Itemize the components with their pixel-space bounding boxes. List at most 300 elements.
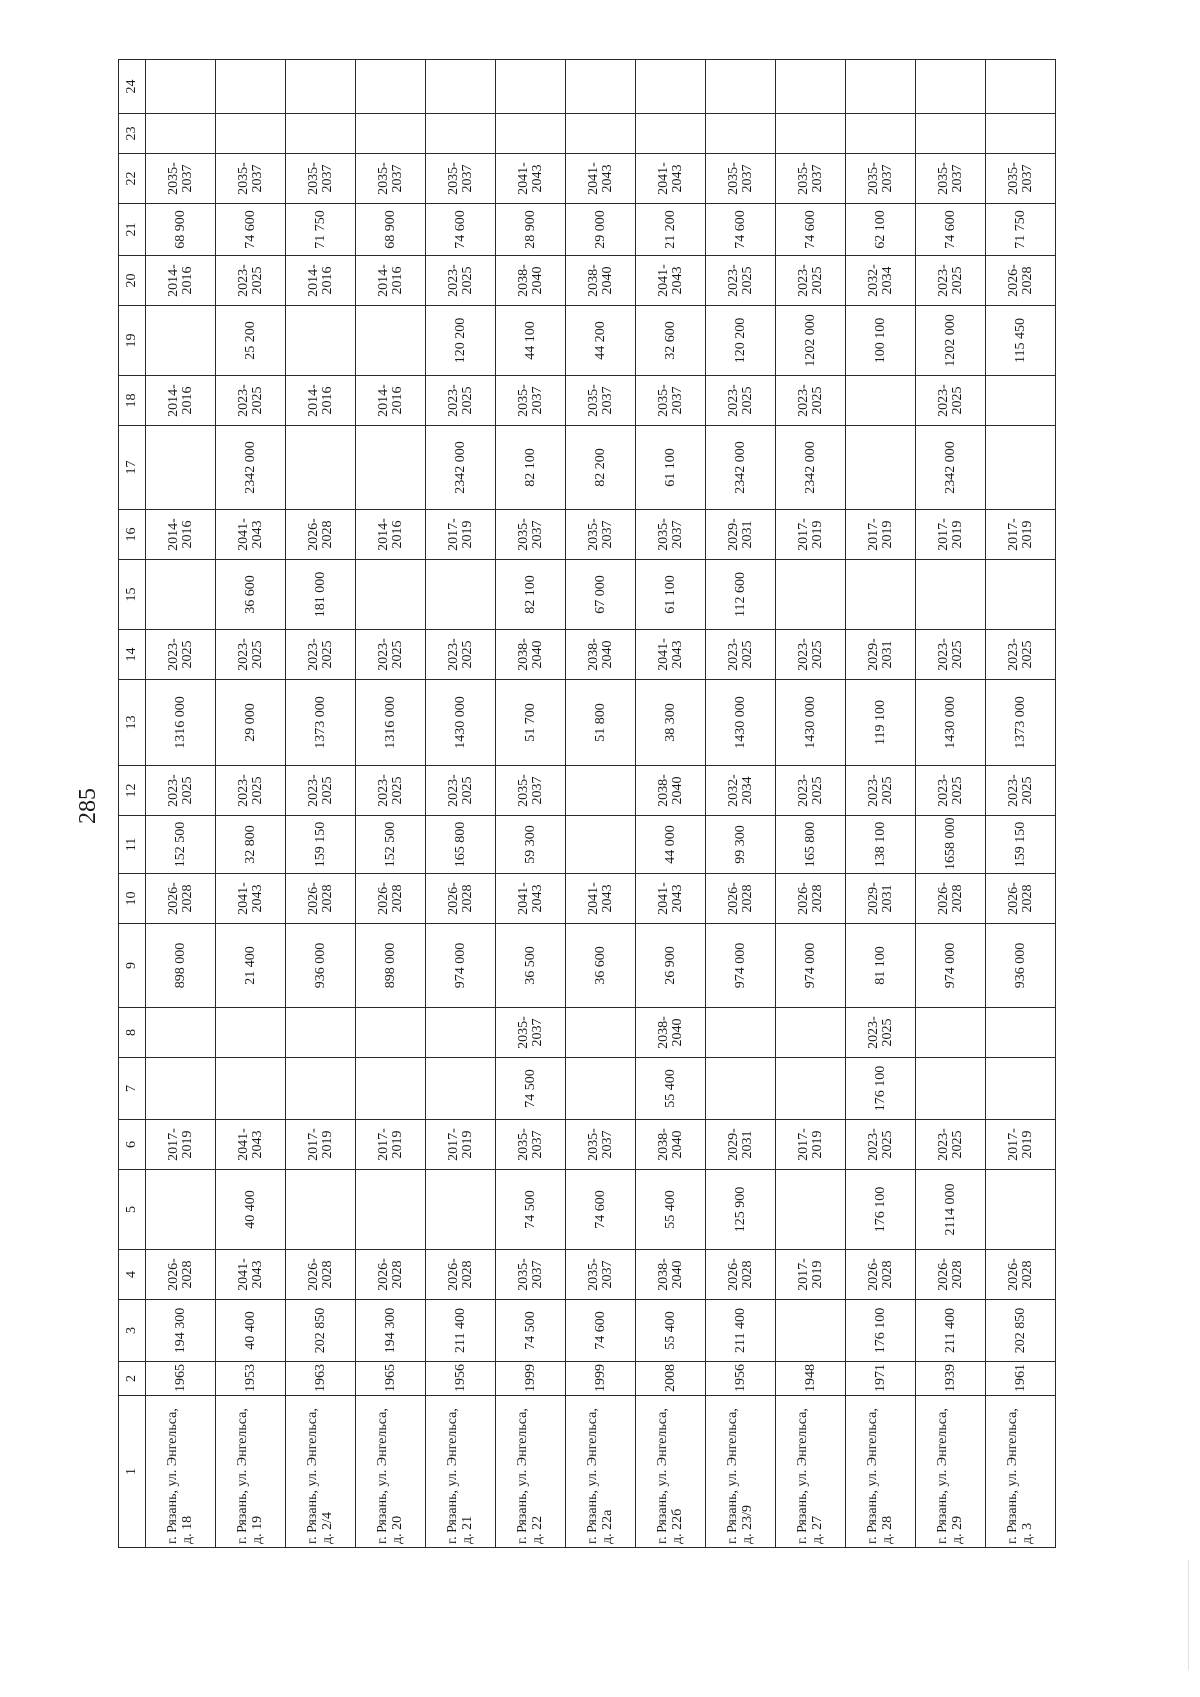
column-number-10: 10 [119,874,146,924]
cell-col-21: 68 900 [146,204,216,256]
cell-col-12: 2035- 2037 [496,766,566,816]
cell-col-14: 2038- 2040 [566,630,636,680]
column-number-1: 1 [119,1396,146,1548]
cell-col-23 [986,114,1056,154]
cell-col-16: 2029- 2031 [706,510,776,560]
cell-col-2: 1953 [216,1362,286,1396]
cell-col-5: 74 600 [566,1170,636,1250]
cell-col-16: 2014- 2016 [356,510,426,560]
cell-col-17 [986,426,1056,510]
cell-col-6: 2035- 2037 [566,1120,636,1170]
rotated-table-container [118,59,1056,1548]
cell-col-15: 181 000 [286,560,356,630]
cell-col-23 [846,114,916,154]
cell-col-18: 2035- 2037 [496,376,566,426]
cell-col-23 [496,114,566,154]
cell-col-12: 2023- 2025 [776,766,846,816]
table-row [216,60,286,1548]
column-number-22: 22 [119,154,146,204]
cell-col-4: 2026- 2028 [426,1250,496,1300]
cell-col-18: 2023- 2025 [426,376,496,426]
cell-col-23 [566,114,636,154]
page-number: 285 [75,788,101,824]
cell-col-16: 2017- 2019 [916,510,986,560]
cell-col-23 [776,114,846,154]
cell-col-9: 936 000 [286,924,356,1008]
cell-col-7 [426,1058,496,1120]
cell-col-17 [356,426,426,510]
column-number-6: 6 [119,1120,146,1170]
cell-col-19: 115 450 [986,306,1056,376]
cell-col-21: 71 750 [286,204,356,256]
cell-col-24 [286,60,356,114]
cell-col-5: 2114 000 [916,1170,986,1250]
cell-col-12: 2023- 2025 [286,766,356,816]
cell-col-4: 2038- 2040 [636,1250,706,1300]
cell-col-7 [986,1058,1056,1120]
column-number-7: 7 [119,1058,146,1120]
address-cell: г. Рязань, ул. Энгельса, д. 22а [566,1396,636,1548]
table-row [916,60,986,1548]
cell-col-8: 2023- 2025 [846,1008,916,1058]
cell-col-18 [846,376,916,426]
cell-col-13: 1373 000 [286,680,356,766]
cell-col-16: 2017- 2019 [846,510,916,560]
cell-col-14: 2023- 2025 [146,630,216,680]
cell-col-24 [216,60,286,114]
cell-col-18: 2014- 2016 [146,376,216,426]
cell-col-11: 99 300 [706,816,776,874]
cell-col-15: 112 600 [706,560,776,630]
cell-col-15: 36 600 [216,560,286,630]
cell-col-19: 100 100 [846,306,916,376]
column-number-5: 5 [119,1170,146,1250]
cell-col-9: 36 500 [496,924,566,1008]
column-number-8: 8 [119,1008,146,1058]
cell-col-13: 1430 000 [916,680,986,766]
cell-col-11: 159 150 [986,816,1056,874]
address-cell: г. Рязань, ул. Энгельса, д. 21 [426,1396,496,1548]
cell-col-21: 74 600 [916,204,986,256]
cell-col-12: 2023- 2025 [986,766,1056,816]
cell-col-14: 2041- 2043 [636,630,706,680]
cell-col-10: 2041- 2043 [636,874,706,924]
cell-col-13: 1373 000 [986,680,1056,766]
cell-col-11: 138 100 [846,816,916,874]
column-number-2: 2 [119,1362,146,1396]
cell-col-22: 2035- 2037 [776,154,846,204]
address-cell: г. Рязань, ул. Энгельса, д. 23/9 [706,1396,776,1548]
column-number-20: 20 [119,256,146,306]
cell-col-8: 2035- 2037 [496,1008,566,1058]
cell-col-17 [286,426,356,510]
cell-col-9: 21 400 [216,924,286,1008]
cell-col-13: 1316 000 [356,680,426,766]
cell-col-14: 2023- 2025 [356,630,426,680]
cell-col-10: 2041- 2043 [216,874,286,924]
cell-col-23 [426,114,496,154]
cell-col-7 [566,1058,636,1120]
cell-col-2: 1956 [426,1362,496,1396]
cell-col-22: 2035- 2037 [286,154,356,204]
cell-col-19 [146,306,216,376]
cell-col-14: 2023- 2025 [426,630,496,680]
cell-col-4: 2026- 2028 [146,1250,216,1300]
cell-col-9: 36 600 [566,924,636,1008]
cell-col-6: 2017- 2019 [426,1120,496,1170]
cell-col-19: 44 200 [566,306,636,376]
cell-col-7 [916,1058,986,1120]
cell-col-17: 82 100 [496,426,566,510]
cell-col-12: 2032- 2034 [706,766,776,816]
cell-col-24 [986,60,1056,114]
cell-col-2: 1956 [706,1362,776,1396]
cell-col-18: 2023- 2025 [776,376,846,426]
cell-col-3 [776,1300,846,1362]
cell-col-2: 1965 [146,1362,216,1396]
cell-col-5 [426,1170,496,1250]
cell-col-14: 2023- 2025 [776,630,846,680]
cell-col-8 [356,1008,426,1058]
cell-col-11: 165 800 [776,816,846,874]
cell-col-15 [916,560,986,630]
cell-col-6: 2041- 2043 [216,1120,286,1170]
cell-col-18: 2023- 2025 [706,376,776,426]
cell-col-13: 51 800 [566,680,636,766]
table-row [496,60,566,1548]
cell-col-23 [916,114,986,154]
cell-col-6: 2035- 2037 [496,1120,566,1170]
cell-col-24 [426,60,496,114]
cell-col-18: 2035- 2037 [566,376,636,426]
cell-col-12: 2023- 2025 [146,766,216,816]
cell-col-22: 2035- 2037 [916,154,986,204]
cell-col-21: 74 600 [706,204,776,256]
cell-col-22: 2041- 2043 [636,154,706,204]
cell-col-7: 55 400 [636,1058,706,1120]
cell-col-10: 2026- 2028 [426,874,496,924]
column-number-15: 15 [119,560,146,630]
cell-col-2: 2008 [636,1362,706,1396]
table-row [426,60,496,1548]
capital-repair-schedule-table [118,59,1056,1548]
cell-col-24 [916,60,986,114]
cell-col-3: 194 300 [356,1300,426,1362]
cell-col-21: 74 600 [776,204,846,256]
cell-col-21: 21 200 [636,204,706,256]
column-number-row [119,60,146,1548]
cell-col-13: 1430 000 [426,680,496,766]
cell-col-10: 2026- 2028 [776,874,846,924]
cell-col-13: 29 000 [216,680,286,766]
cell-col-12: 2023- 2025 [916,766,986,816]
cell-col-7 [216,1058,286,1120]
cell-col-22: 2041- 2043 [566,154,636,204]
cell-col-19: 32 600 [636,306,706,376]
cell-col-6: 2029- 2031 [706,1120,776,1170]
cell-col-6: 2017- 2019 [986,1120,1056,1170]
cell-col-4: 2026- 2028 [356,1250,426,1300]
cell-col-12: 2023- 2025 [216,766,286,816]
cell-col-5: 55 400 [636,1170,706,1250]
cell-col-2: 1963 [286,1362,356,1396]
cell-col-14: 2023- 2025 [216,630,286,680]
cell-col-4: 2035- 2037 [566,1250,636,1300]
cell-col-24 [706,60,776,114]
cell-col-16: 2026- 2028 [286,510,356,560]
table-row [636,60,706,1548]
address-cell: г. Рязань, ул. Энгельса, д. 28 [846,1396,916,1548]
cell-col-2: 1948 [776,1362,846,1396]
cell-col-14: 2029- 2031 [846,630,916,680]
cell-col-6: 2017- 2019 [776,1120,846,1170]
column-number-4: 4 [119,1250,146,1300]
cell-col-20: 2014- 2016 [146,256,216,306]
cell-col-6: 2038- 2040 [636,1120,706,1170]
cell-col-24 [146,60,216,114]
cell-col-9: 974 000 [426,924,496,1008]
column-number-9: 9 [119,924,146,1008]
cell-col-21: 68 900 [356,204,426,256]
cell-col-10: 2029- 2031 [846,874,916,924]
cell-col-5 [146,1170,216,1250]
cell-col-11: 152 500 [356,816,426,874]
scan-edge-line [1188,1560,1189,1670]
cell-col-18: 2014- 2016 [356,376,426,426]
cell-col-16: 2017- 2019 [426,510,496,560]
cell-col-9: 81 100 [846,924,916,1008]
cell-col-8 [146,1008,216,1058]
address-cell: г. Рязань, ул. Энгельса, д. 2/4 [286,1396,356,1548]
cell-col-21: 62 100 [846,204,916,256]
table-row [706,60,776,1548]
column-number-17: 17 [119,426,146,510]
cell-col-14: 2023- 2025 [286,630,356,680]
cell-col-15 [986,560,1056,630]
cell-col-20: 2026- 2028 [986,256,1056,306]
cell-col-12: 2023- 2025 [356,766,426,816]
address-cell: г. Рязань, ул. Энгельса, д. 22 [496,1396,566,1548]
cell-col-19: 25 200 [216,306,286,376]
cell-col-11: 1658 000 [916,816,986,874]
cell-col-19: 44 100 [496,306,566,376]
cell-col-8 [986,1008,1056,1058]
cell-col-17: 2342 000 [916,426,986,510]
cell-col-21: 74 600 [216,204,286,256]
cell-col-11: 32 800 [216,816,286,874]
cell-col-7 [146,1058,216,1120]
table-row [146,60,216,1548]
cell-col-13: 1316 000 [146,680,216,766]
cell-col-20: 2023- 2025 [426,256,496,306]
cell-col-12: 2023- 2025 [426,766,496,816]
cell-col-24 [356,60,426,114]
address-cell: г. Рязань, ул. Энгельса, д. 20 [356,1396,426,1548]
cell-col-19: 1202 000 [916,306,986,376]
cell-col-24 [846,60,916,114]
cell-col-9: 936 000 [986,924,1056,1008]
cell-col-9: 26 900 [636,924,706,1008]
cell-col-14: 2023- 2025 [986,630,1056,680]
cell-col-2: 1965 [356,1362,426,1396]
cell-col-16: 2035- 2037 [636,510,706,560]
cell-col-24 [566,60,636,114]
cell-col-11: 152 500 [146,816,216,874]
cell-col-18 [986,376,1056,426]
cell-col-20: 2038- 2040 [566,256,636,306]
cell-col-9: 898 000 [146,924,216,1008]
cell-col-10: 2026- 2028 [146,874,216,924]
table-row [566,60,636,1548]
cell-col-14: 2038- 2040 [496,630,566,680]
cell-col-18: 2023- 2025 [216,376,286,426]
cell-col-14: 2023- 2025 [706,630,776,680]
cell-col-19 [356,306,426,376]
cell-col-24 [496,60,566,114]
cell-col-8 [216,1008,286,1058]
cell-col-12 [566,766,636,816]
cell-col-19: 120 200 [706,306,776,376]
cell-col-15: 67 000 [566,560,636,630]
cell-col-2: 1971 [846,1362,916,1396]
cell-col-17: 82 200 [566,426,636,510]
cell-col-24 [776,60,846,114]
cell-col-16: 2035- 2037 [496,510,566,560]
column-number-21: 21 [119,204,146,256]
cell-col-3: 194 300 [146,1300,216,1362]
cell-col-8 [426,1008,496,1058]
cell-col-16: 2014- 2016 [146,510,216,560]
cell-col-17: 2342 000 [776,426,846,510]
cell-col-8 [776,1008,846,1058]
cell-col-22: 2035- 2037 [706,154,776,204]
table-row [286,60,356,1548]
cell-col-13: 51 700 [496,680,566,766]
cell-col-17 [846,426,916,510]
cell-col-3: 74 500 [496,1300,566,1362]
cell-col-2: 1999 [496,1362,566,1396]
cell-col-15 [776,560,846,630]
cell-col-20: 2014- 2016 [356,256,426,306]
cell-col-20: 2023- 2025 [776,256,846,306]
address-cell: г. Рязань, ул. Энгельса, д. 29 [916,1396,986,1548]
cell-col-3: 40 400 [216,1300,286,1362]
cell-col-4: 2041- 2043 [216,1250,286,1300]
cell-col-6: 2017- 2019 [356,1120,426,1170]
cell-col-10: 2026- 2028 [986,874,1056,924]
cell-col-8 [916,1008,986,1058]
cell-col-8: 2038- 2040 [636,1008,706,1058]
cell-col-9: 974 000 [706,924,776,1008]
cell-col-11 [566,816,636,874]
column-number-11: 11 [119,816,146,874]
cell-col-3: 202 850 [986,1300,1056,1362]
column-number-18: 18 [119,376,146,426]
cell-col-23 [286,114,356,154]
cell-col-17: 2342 000 [706,426,776,510]
cell-col-4: 2026- 2028 [916,1250,986,1300]
cell-col-4: 2026- 2028 [986,1250,1056,1300]
cell-col-4: 2017- 2019 [776,1250,846,1300]
cell-col-22: 2035- 2037 [986,154,1056,204]
cell-col-20: 2041- 2043 [636,256,706,306]
cell-col-2: 1961 [986,1362,1056,1396]
cell-col-5: 74 500 [496,1170,566,1250]
cell-col-3: 55 400 [636,1300,706,1362]
cell-col-6: 2023- 2025 [916,1120,986,1170]
cell-col-3: 211 400 [706,1300,776,1362]
cell-col-20: 2014- 2016 [286,256,356,306]
cell-col-8 [706,1008,776,1058]
cell-col-23 [636,114,706,154]
cell-col-10: 2041- 2043 [496,874,566,924]
cell-col-5 [286,1170,356,1250]
cell-col-10: 2026- 2028 [706,874,776,924]
cell-col-18: 2035- 2037 [636,376,706,426]
cell-col-17: 61 100 [636,426,706,510]
cell-col-20: 2032- 2034 [846,256,916,306]
table-body [146,60,1056,1548]
cell-col-15 [426,560,496,630]
cell-col-9: 974 000 [916,924,986,1008]
cell-col-8 [286,1008,356,1058]
column-number-16: 16 [119,510,146,560]
cell-col-22: 2035- 2037 [146,154,216,204]
cell-col-22: 2035- 2037 [356,154,426,204]
cell-col-11: 59 300 [496,816,566,874]
cell-col-20: 2023- 2025 [916,256,986,306]
cell-col-11: 44 000 [636,816,706,874]
cell-col-15: 82 100 [496,560,566,630]
cell-col-18: 2023- 2025 [916,376,986,426]
cell-col-5 [776,1170,846,1250]
cell-col-19 [286,306,356,376]
cell-col-22: 2035- 2037 [426,154,496,204]
cell-col-5: 40 400 [216,1170,286,1250]
cell-col-15: 61 100 [636,560,706,630]
cell-col-24 [636,60,706,114]
cell-col-7 [706,1058,776,1120]
cell-col-7 [356,1058,426,1120]
cell-col-21: 71 750 [986,204,1056,256]
cell-col-10: 2026- 2028 [916,874,986,924]
cell-col-3: 74 600 [566,1300,636,1362]
cell-col-20: 2023- 2025 [706,256,776,306]
table-row [776,60,846,1548]
cell-col-15 [146,560,216,630]
cell-col-23 [706,114,776,154]
cell-col-5: 176 100 [846,1170,916,1250]
cell-col-22: 2035- 2037 [216,154,286,204]
cell-col-6: 2023- 2025 [846,1120,916,1170]
cell-col-23 [356,114,426,154]
cell-col-18: 2014- 2016 [286,376,356,426]
cell-col-15 [356,560,426,630]
cell-col-9: 974 000 [776,924,846,1008]
cell-col-13: 1430 000 [776,680,846,766]
cell-col-16: 2041- 2043 [216,510,286,560]
cell-col-6: 2017- 2019 [146,1120,216,1170]
cell-col-3: 176 100 [846,1300,916,1362]
cell-col-16: 2035- 2037 [566,510,636,560]
address-cell: г. Рязань, ул. Энгельса, д. 18 [146,1396,216,1548]
cell-col-10: 2041- 2043 [566,874,636,924]
cell-col-21: 29 000 [566,204,636,256]
address-cell: г. Рязань, ул. Энгельса, д. 22б [636,1396,706,1548]
cell-col-4: 2026- 2028 [846,1250,916,1300]
cell-col-22: 2041- 2043 [496,154,566,204]
cell-col-10: 2026- 2028 [286,874,356,924]
